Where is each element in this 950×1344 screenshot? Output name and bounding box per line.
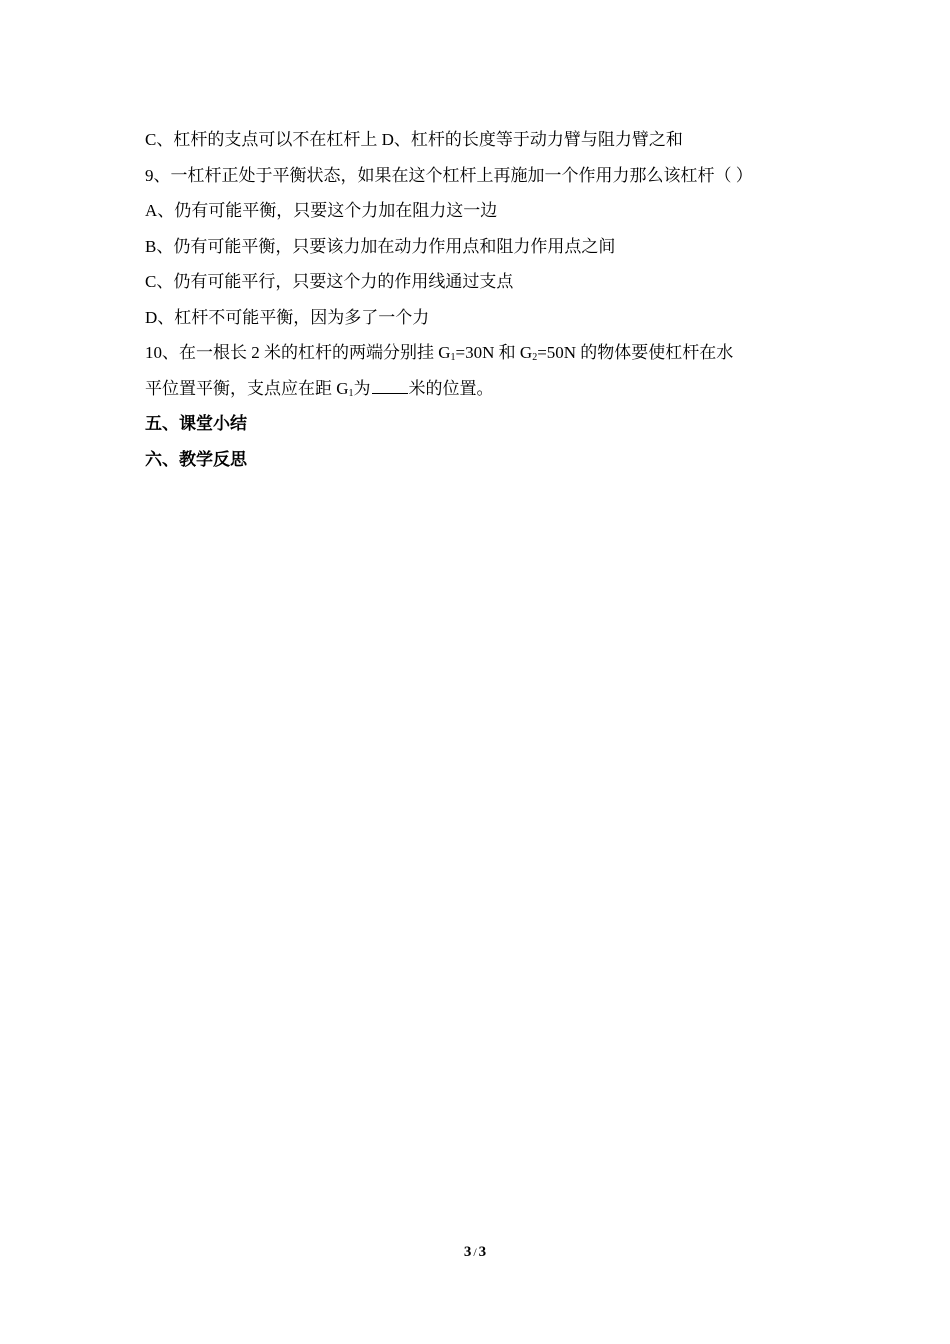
q10-line2-text-2: 为 xyxy=(353,378,371,398)
answer-blank xyxy=(372,377,408,394)
q10-text-1: 10、在一根长 2 米的杠杆的两端分别挂 G xyxy=(145,343,451,362)
question-9-option-c: C、仍有可能平行，只要这个力的作用线通过支点 xyxy=(145,272,514,291)
q10-line2-text-1: 平位置平衡，支点应在距 G xyxy=(145,378,349,398)
question-9-option-d: D、杠杆不可能平衡，因为多了一个力 xyxy=(145,307,430,327)
q8-options-c-d: C、杠杆的支点可以不在杠杆上 D、杠杆的长度等于动力臂与阻力臂之和 xyxy=(145,130,683,149)
page-total: 3 xyxy=(478,1244,487,1260)
question-10-line-1 xyxy=(145,335,825,371)
page-number xyxy=(0,1244,950,1261)
q10-line2-subscript: 1 xyxy=(348,387,354,399)
question-9-option-a: A、仍有可能平衡，只要这个力加在阻力这一边 xyxy=(145,201,498,220)
q10-text-2: =30N 和 G xyxy=(455,343,533,362)
question-9-option-b: B、仍有可能平衡，只要该力加在动力作用点和阻力作用点之间 xyxy=(145,236,616,256)
q10-subscript-2: 2 xyxy=(532,352,538,363)
document-body xyxy=(145,122,825,477)
page-separator: / xyxy=(473,1245,477,1259)
section-heading-reflection: 六、教学反思 xyxy=(145,449,247,469)
section-heading-summary: 五、课堂小结 xyxy=(145,414,247,433)
question-9: 9、一杠杆正处于平衡状态，如果在这个杠杆上再施加一个作用力那么该杠杆（ ） xyxy=(145,165,753,185)
q10-text-3: =50N 的物体要使杠杆在水 xyxy=(537,343,734,362)
q10-line2-text-3: 米的位置。 xyxy=(408,378,494,398)
q10-subscript-1: 1 xyxy=(450,352,456,363)
page-current: 3 xyxy=(463,1244,472,1260)
question-10-line-2 xyxy=(145,371,825,407)
